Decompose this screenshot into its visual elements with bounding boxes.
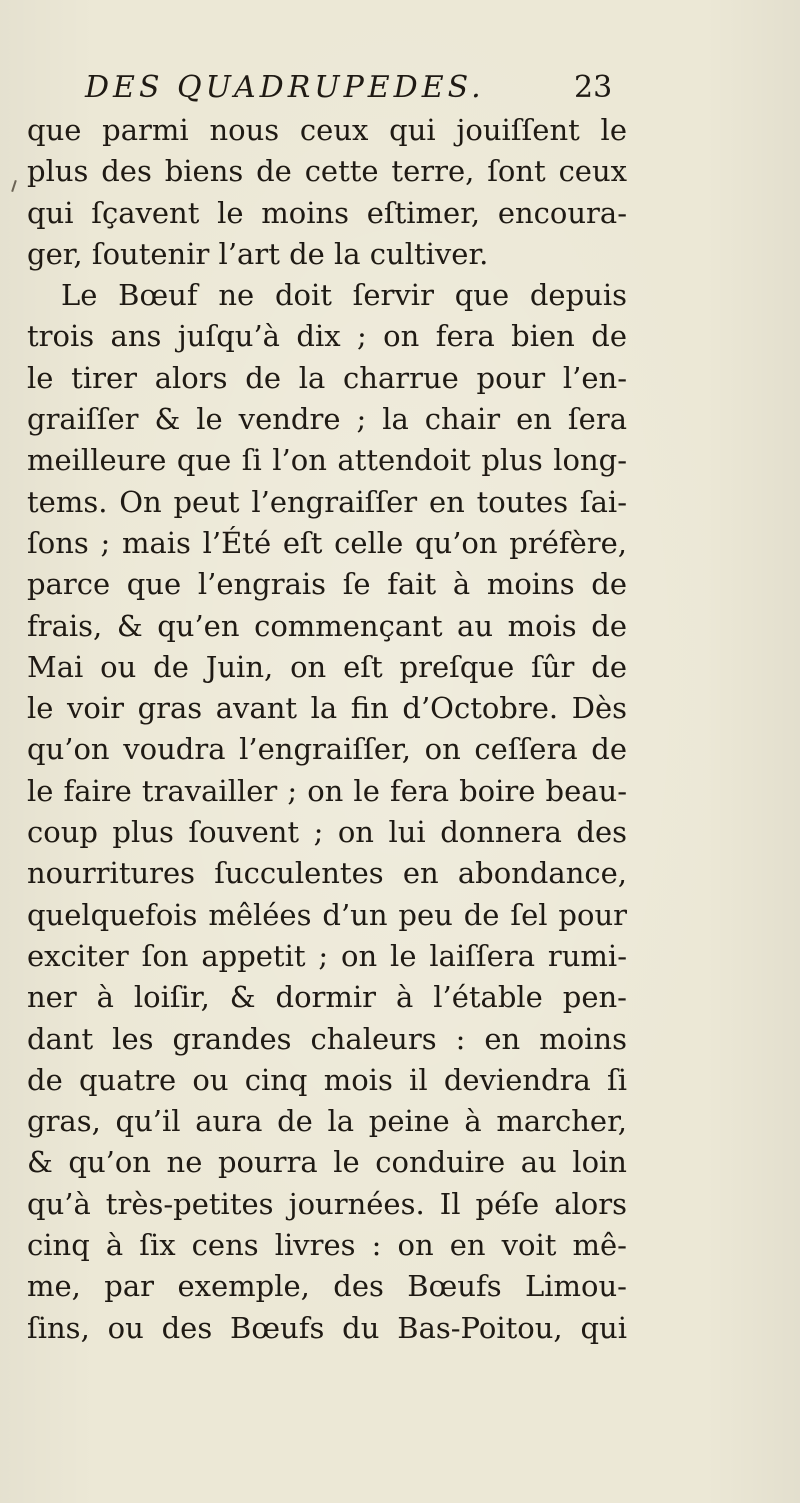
text-line: de quatre ou cinq mois il deviendra ſi	[27, 1062, 627, 1097]
text-line: me, par exemple, des Bœufs Limou-	[27, 1269, 627, 1304]
text-line: le tirer alors de la charrue pour l’en-	[27, 360, 627, 395]
text-line: nourritures ſucculentes en abondance,	[27, 856, 627, 891]
text-line: trois ans juſqu’à dix ; on fera bien de	[27, 319, 627, 354]
text-line: exciter ſon appetit ; on le laiſſera rumi-	[27, 938, 627, 973]
text-line: qui ſçavent le moins eſtimer, encoura-	[27, 195, 627, 230]
margin-mark	[11, 180, 17, 192]
text-line: parce que l’engrais ſe fait à moins de	[27, 567, 627, 602]
text-line: le voir gras avant la fin d’Octobre. Dès	[27, 691, 627, 726]
text-line: qu’on voudra l’engraiſſer, on ceſſera de	[27, 732, 627, 767]
text-line: ſons ; mais l’Été eſt celle qu’on préfère,	[27, 525, 627, 560]
running-title: DES QUADRUPEDES.	[85, 70, 485, 105]
text-line: Mai ou de Juin, on eſt preſque ſûr de	[27, 649, 627, 684]
text-line: gras, qu’il aura de la peine à marcher,	[27, 1104, 627, 1139]
running-head	[0, 66, 800, 110]
text-line: ner à loiſir, & dormir à l’étable pen-	[27, 980, 627, 1015]
text-line: coup plus ſouvent ; on lui donnera des	[27, 815, 627, 850]
text-line: graiſſer & le vendre ; la chair en ſera	[27, 402, 627, 437]
page-number: 23	[574, 70, 613, 105]
text-line: & qu’on ne pourra le conduire au loin	[27, 1145, 627, 1180]
text-line: tems. On peut l’engraiſſer en toutes ſai-	[27, 484, 627, 519]
text-line: qu’à très-petites journées. Il péſe alors	[27, 1186, 627, 1221]
text-line: cinq à ſix cens livres : on en voit mê-	[27, 1228, 627, 1263]
text-line: ger, ſoutenir l’art de la cultiver.	[27, 236, 489, 271]
text-line: que parmi nous ceux qui jouiſſent le	[27, 113, 627, 147]
text-line: Le Bœuf ne doit ſervir que depuis	[61, 278, 627, 313]
text-line: frais, & qu’en commençant au mois de	[27, 608, 627, 643]
text-line: le faire travailler ; on le fera boire beau-	[27, 773, 627, 808]
body-text	[27, 110, 627, 1349]
text-line: quelquefois mêlées d’un peu de ſel pour	[27, 897, 627, 932]
text-line: ſins, ou des Bœufs du Bas-Poitou, qui	[27, 1310, 627, 1345]
text-line: meilleure que ſi l’on attendoit plus long-	[27, 443, 627, 478]
text-line: dant les grandes chaleurs : en moins	[27, 1021, 627, 1056]
text-line: plus des biens de cette terre, ſont ceux	[27, 154, 627, 189]
